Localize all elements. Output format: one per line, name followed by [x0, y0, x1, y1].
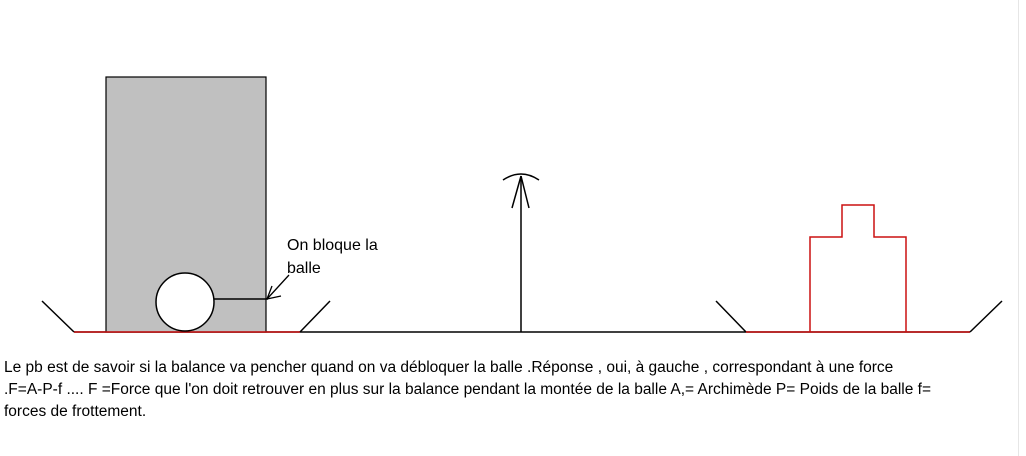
ball-blocked-label-line1: On bloque la: [287, 237, 378, 254]
left-pan-lip-left: [42, 301, 74, 332]
right-pan-lip-right: [970, 301, 1002, 332]
explanation-line3: forces de frottement.: [4, 403, 147, 420]
ball-blocked-label-line2: balle: [287, 260, 321, 277]
right-pan-lip-left: [716, 301, 746, 332]
explanation-text: [4, 357, 1016, 423]
explanation-line2: .F=A-P-f .... F =Force que l'on doit retrouver en plus sur la balance pendant la montée de la balle A,= Archimède P= Poids de la balle f=: [4, 381, 932, 398]
window-scroll-edge: [1018, 0, 1026, 456]
ball-blocked-label: [287, 234, 378, 280]
left-pan-lip-right: [300, 301, 330, 332]
label-arrow: [267, 275, 289, 299]
explanation-line1: Le pb est de savoir si la balance va pencher quand on va débloquer la balle .Réponse , oui, à gauche , correspondant à une force: [4, 359, 894, 376]
ball: [156, 273, 214, 331]
counterweight: [810, 205, 906, 332]
